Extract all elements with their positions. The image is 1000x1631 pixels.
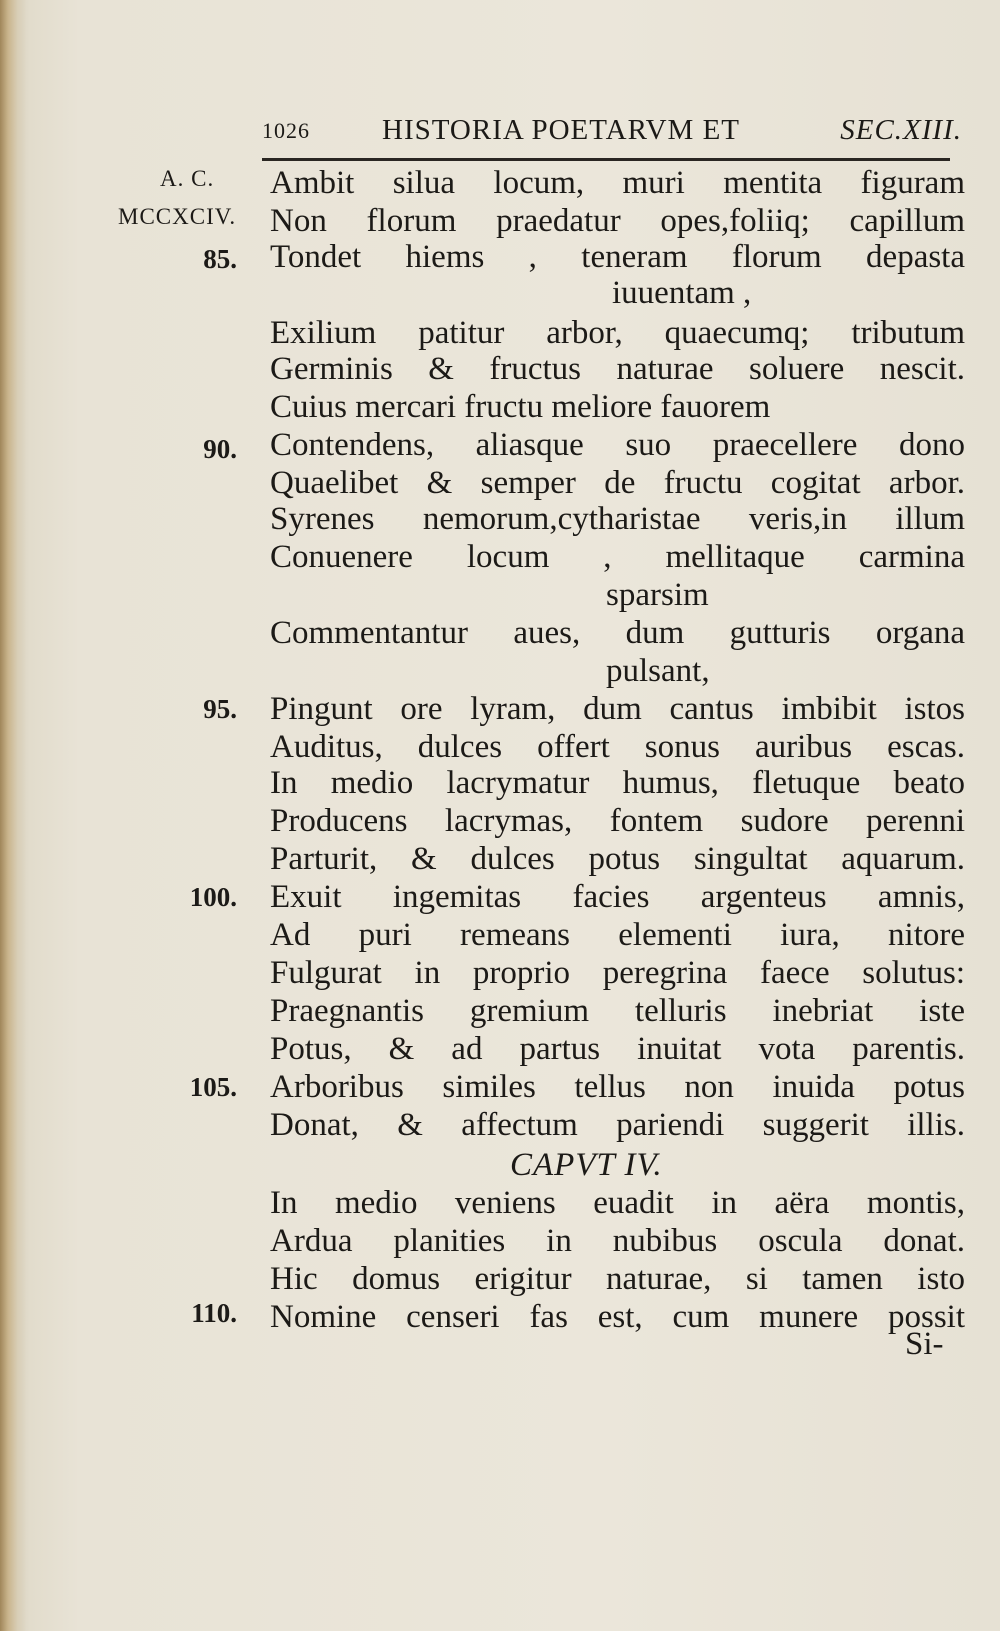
verse-line: Tondet hiems , teneram florum depasta bbox=[270, 239, 965, 275]
verse-line: Praegnantis gremium telluris inebriat iste bbox=[270, 993, 965, 1029]
verse-line: Exilium patitur arbor, quaecumq; tributum bbox=[270, 315, 965, 351]
verse-line: Donat, & affectum pariendi suggerit illis. bbox=[270, 1107, 965, 1143]
line-number: 95. bbox=[203, 694, 237, 724]
verse-line: Hic domus erigitur naturae, si tamen isto bbox=[270, 1261, 965, 1297]
verse-line: Non florum praedatur opes,foliiq; capillum bbox=[270, 203, 965, 239]
verse-line: Exuit ingemitas facies argenteus amnis, bbox=[270, 879, 965, 915]
line-number: 90. bbox=[203, 434, 237, 464]
header-rule bbox=[262, 158, 950, 161]
verse-line: Parturit, & dulces potus singultat aquarum. bbox=[270, 841, 965, 877]
verse-line: Quaelibet & semper de fructu cogitat arbor. bbox=[270, 465, 965, 501]
chapter-heading: CAPVT IV. bbox=[510, 1147, 663, 1183]
margin-era: A. C. bbox=[160, 166, 215, 191]
section-label: SEC.XIII. bbox=[840, 114, 962, 146]
verse-line: Nomine censeri fas est, cum munere possit bbox=[270, 1299, 965, 1335]
verse-line-continuation: pulsant, bbox=[606, 653, 710, 689]
verse-line: Germinis & fructus naturae soluere nescit. bbox=[270, 351, 965, 387]
running-title: HISTORIA POETARVM ET bbox=[382, 114, 741, 146]
verse-line: Syrenes nemorum,cytharistae veris,in illum bbox=[270, 501, 965, 537]
verse-line: Arboribus similes tellus non inuida potus bbox=[270, 1069, 965, 1105]
page-number: 1026 bbox=[262, 118, 310, 143]
line-number: 105. bbox=[189, 1072, 237, 1102]
verse-line: In medio veniens euadit in aëra montis, bbox=[270, 1185, 965, 1221]
verse-line-continuation: iuuentam , bbox=[612, 275, 752, 311]
page-binding-edge bbox=[0, 0, 26, 1631]
verse-line: Ambit silua locum, muri mentita figuram bbox=[270, 165, 965, 201]
verse-line: Fulgurat in proprio peregrina faece solutus: bbox=[270, 955, 965, 991]
margin-year: MCCXCIV. bbox=[118, 204, 237, 229]
verse-line-continuation: sparsim bbox=[606, 577, 709, 613]
line-number: 85. bbox=[203, 244, 237, 274]
verse-line: Conuenere locum , mellitaque carmina bbox=[270, 539, 965, 575]
line-number: 100. bbox=[189, 882, 237, 912]
verse-line: Cuius mercari fructu meliore fauorem bbox=[270, 389, 771, 425]
catchword: Si- bbox=[905, 1326, 944, 1362]
verse-line: Commentantur aues, dum gutturis organa bbox=[270, 615, 965, 651]
verse-line: In medio lacrymatur humus, fletuque beato bbox=[270, 765, 965, 801]
verse-line: Potus, & ad partus inuitat vota parentis. bbox=[270, 1031, 965, 1067]
verse-line: Ardua planities in nubibus oscula donat. bbox=[270, 1223, 965, 1259]
verse-line: Producens lacrymas, fontem sudore perenni bbox=[270, 803, 965, 839]
verse-line: Auditus, dulces offert sonus auribus escas. bbox=[270, 729, 965, 765]
line-number: 110. bbox=[191, 1298, 237, 1328]
verse-line: Contendens, aliasque suo praecellere dono bbox=[270, 427, 965, 463]
verse-line: Pingunt ore lyram, dum cantus imbibit istos bbox=[270, 691, 965, 727]
running-header bbox=[262, 114, 962, 154]
verse-line: Ad puri remeans elementi iura, nitore bbox=[270, 917, 965, 953]
